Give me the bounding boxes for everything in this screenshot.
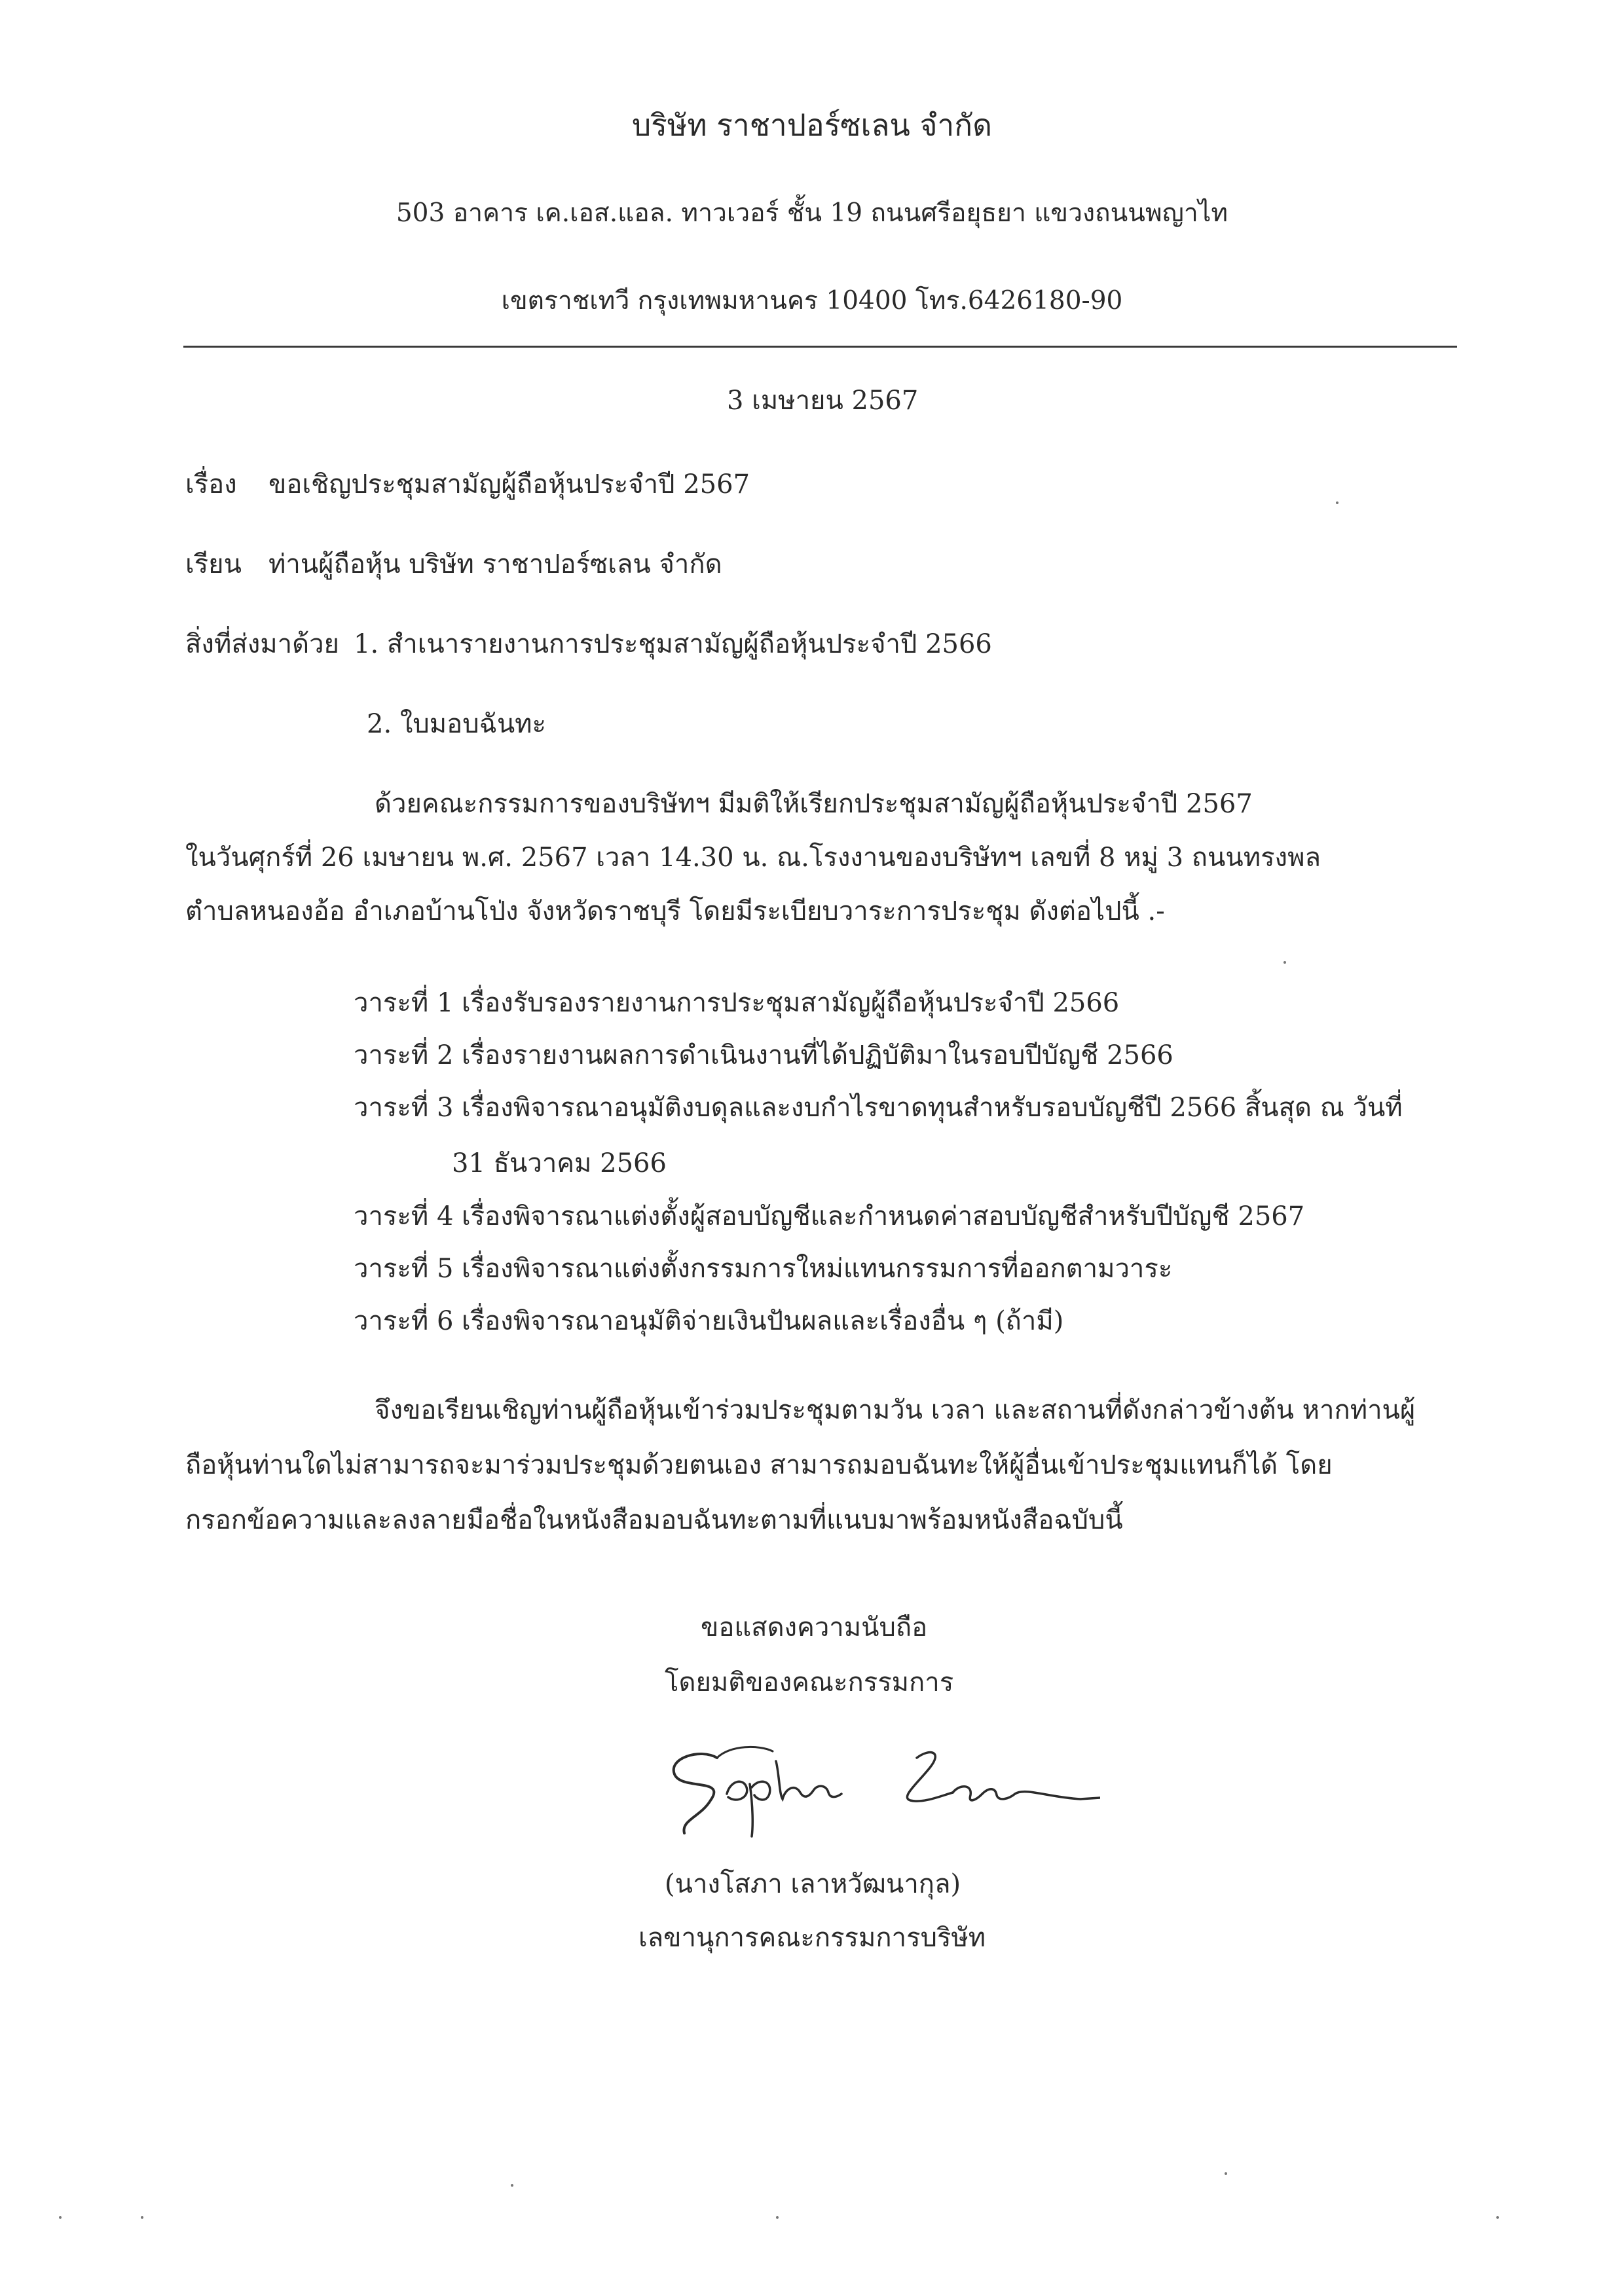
letterhead-divider bbox=[183, 346, 1457, 348]
signatory-name: (นางโสภา เลาหวัฒนากุล) bbox=[665, 1869, 961, 1899]
agenda-2-text: เรื่องรายงานผลการดำเนินงานที่ได้ปฏิบัติมาในรอบปีบัญชี 2566 bbox=[462, 1040, 1173, 1070]
recipient-text: ท่านผู้ถือหุ้น บริษัท ราชาปอร์ซเลน จำกัด bbox=[268, 549, 722, 579]
company-address-line-2: เขตราชเทวี กรุงเทพมหานคร 10400 โทร.6426180-90 bbox=[501, 286, 1123, 316]
recipient-label: เรียน bbox=[185, 549, 242, 579]
scan-speck bbox=[141, 2216, 143, 2219]
agenda-1-number: วาระที่ 1 bbox=[354, 988, 454, 1018]
agenda-4-number: วาระที่ 4 bbox=[354, 1201, 454, 1231]
subject-label: เรื่อง bbox=[185, 469, 237, 500]
company-address-line-1: 503 อาคาร เค.เอส.แอล. ทาวเวอร์ ชั้น 19 ถนนศรีอยุธยา แขวงถนนพญาไท bbox=[396, 198, 1228, 228]
scan-speck bbox=[59, 2216, 62, 2219]
body2-line-1: จึงขอเรียนเชิญท่านผู้ถือหุ้นเข้าร่วมประชุมตามวัน เวลา และสถานที่ดังกล่าวข้างต้น หากท่านผู้ bbox=[375, 1395, 1416, 1425]
scan-speck bbox=[1225, 2172, 1227, 2175]
agenda-2-number: วาระที่ 2 bbox=[354, 1040, 454, 1070]
body1-line-2: ในวันศุกร์ที่ 26 เมษายน พ.ศ. 2567 เวลา 14.30 น. ณ.โรงงานของบริษัทฯ เลขที่ 8 หมู่ 3 ถนนทรงพล bbox=[185, 843, 1321, 873]
scan-speck bbox=[1496, 2216, 1499, 2219]
closing-regards: ขอแสดงความนับถือ bbox=[701, 1613, 928, 1643]
enclosures-label: สิ่งที่ส่งมาด้วย bbox=[185, 629, 339, 659]
body2-line-2: ถือหุ้นท่านใดไม่สามารถจะมาร่วมประชุมด้วยตนเอง สามารถมอบฉันทะให้ผู้อื่นเข้าประชุมแทนก็ได้ โดย bbox=[185, 1450, 1333, 1480]
scan-speck bbox=[1283, 961, 1286, 964]
signatory-position: เลขานุการคณะกรรมการบริษัท bbox=[638, 1923, 986, 1953]
agenda-5-number: วาระที่ 5 bbox=[354, 1254, 454, 1284]
agenda-4-text: เรื่องพิจารณาแต่งตั้งผู้สอบบัญชีและกำหนดค่าสอบบัญชีสำหรับปีบัญชี 2567 bbox=[462, 1201, 1305, 1231]
agenda-3-text: เรื่องพิจารณาอนุมัติงบดุลและงบกำไรขาดทุนสำหรับรอบบัญชีปี 2566 สิ้นสุด ณ วันที่ bbox=[462, 1093, 1403, 1123]
scan-speck bbox=[511, 2184, 513, 2187]
letter-date: 3 เมษายน 2567 bbox=[727, 386, 919, 416]
agenda-6-text: เรื่องพิจารณาอนุมัติจ่ายเงินปันผลและเรื่องอื่น ๆ (ถ้ามี) bbox=[462, 1306, 1064, 1336]
enclosure-item-1: 1. สำเนารายงานการประชุมสามัญผู้ถือหุ้นประจำปี 2566 bbox=[354, 629, 992, 659]
enclosure-item-2: 2. ใบมอบฉันทะ bbox=[367, 709, 547, 739]
scan-speck bbox=[1336, 501, 1338, 504]
handwritten-signature bbox=[655, 1722, 1100, 1840]
body1-line-3: ตำบลหนองอ้อ อำเภอบ้านโป่ง จังหวัดราชบุรี โดยมีระเบียบวาระการประชุม ดังต่อไปนี้ .- bbox=[185, 896, 1165, 926]
closing-by-order: โดยมติของคณะกรรมการ bbox=[665, 1667, 954, 1698]
agenda-3-continuation: 31 ธันวาคม 2566 bbox=[452, 1148, 667, 1178]
body2-line-3: กรอกข้อความและลงลายมือชื่อในหนังสือมอบฉันทะตามที่แนบมาพร้อมหนังสือฉบับนี้ bbox=[185, 1505, 1123, 1535]
company-name: บริษัท ราชาปอร์ซเลน จำกัด bbox=[631, 107, 992, 143]
agenda-3-number: วาระที่ 3 bbox=[354, 1093, 454, 1123]
subject-text: ขอเชิญประชุมสามัญผู้ถือหุ้นประจำปี 2567 bbox=[268, 469, 750, 500]
agenda-6-number: วาระที่ 6 bbox=[354, 1306, 454, 1336]
agenda-5-text: เรื่องพิจารณาแต่งตั้งกรรมการใหม่แทนกรรมการที่ออกตามวาระ bbox=[462, 1254, 1173, 1284]
scan-speck bbox=[776, 2216, 779, 2219]
agenda-1-text: เรื่องรับรองรายงานการประชุมสามัญผู้ถือหุ้นประจำปี 2566 bbox=[462, 988, 1120, 1018]
body1-line-1: ด้วยคณะกรรมการของบริษัทฯ มีมติให้เรียกประชุมสามัญผู้ถือหุ้นประจำปี 2567 bbox=[375, 789, 1253, 819]
